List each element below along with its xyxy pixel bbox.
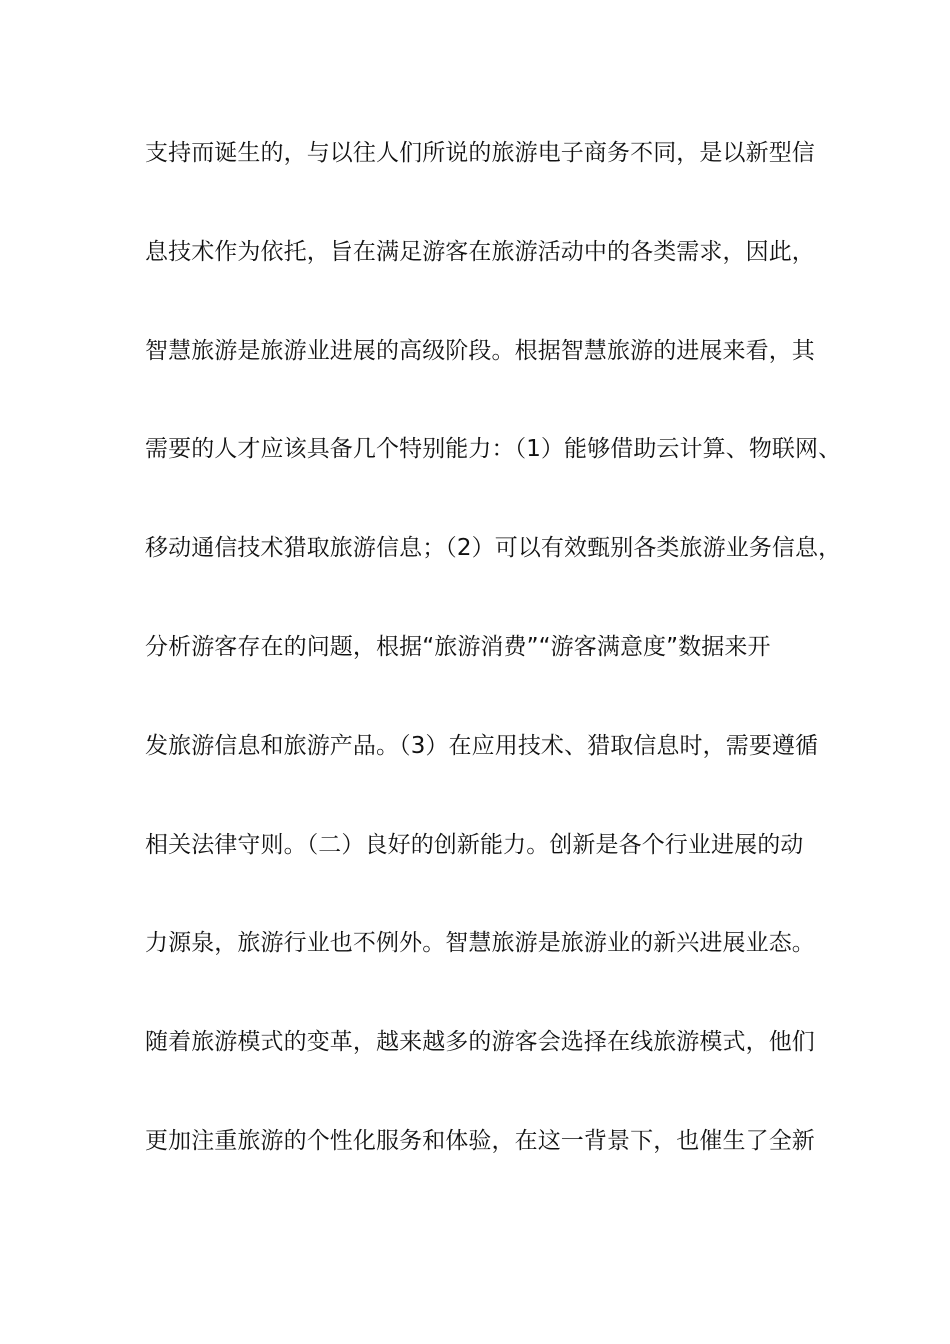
text-line: 发旅游信息和旅游产品。（3）在应用技术、猎取信息时，需要遵循 xyxy=(145,733,819,759)
text-line: 需要的人才应该具备几个特别能力：（1）能够借助云计算、物联网、 xyxy=(145,436,842,462)
text-line: 智慧旅游是旅游业进展的高级阶段。根据智慧旅游的进展来看，其 xyxy=(145,338,815,364)
text-line: 力源泉，旅游行业也不例外。智慧旅游是旅游业的新兴进展业态。 xyxy=(145,930,815,956)
text-line: 随着旅游模式的变革，越来越多的游客会选择在线旅游模式，他们 xyxy=(145,1029,815,1055)
text-line: 更加注重旅游的个性化服务和体验，在这一背景下，也催生了全新 xyxy=(145,1128,815,1154)
text-line: 分析游客存在的问题，根据“旅游消费”“游客满意度”数据来开 xyxy=(145,634,771,660)
text-line: 息技术作为依托，旨在满足游客在旅游活动中的各类需求，因此， xyxy=(145,239,815,265)
text-line: 支持而诞生的，与以往人们所说的旅游电子商务不同，是以新型信 xyxy=(145,140,815,166)
text-line: 移动通信技术猎取旅游信息；（2）可以有效甄别各类旅游业务信息， xyxy=(145,535,842,561)
text-line: 相关法律守则。（二）良好的创新能力。创新是各个行业进展的动 xyxy=(145,832,804,858)
